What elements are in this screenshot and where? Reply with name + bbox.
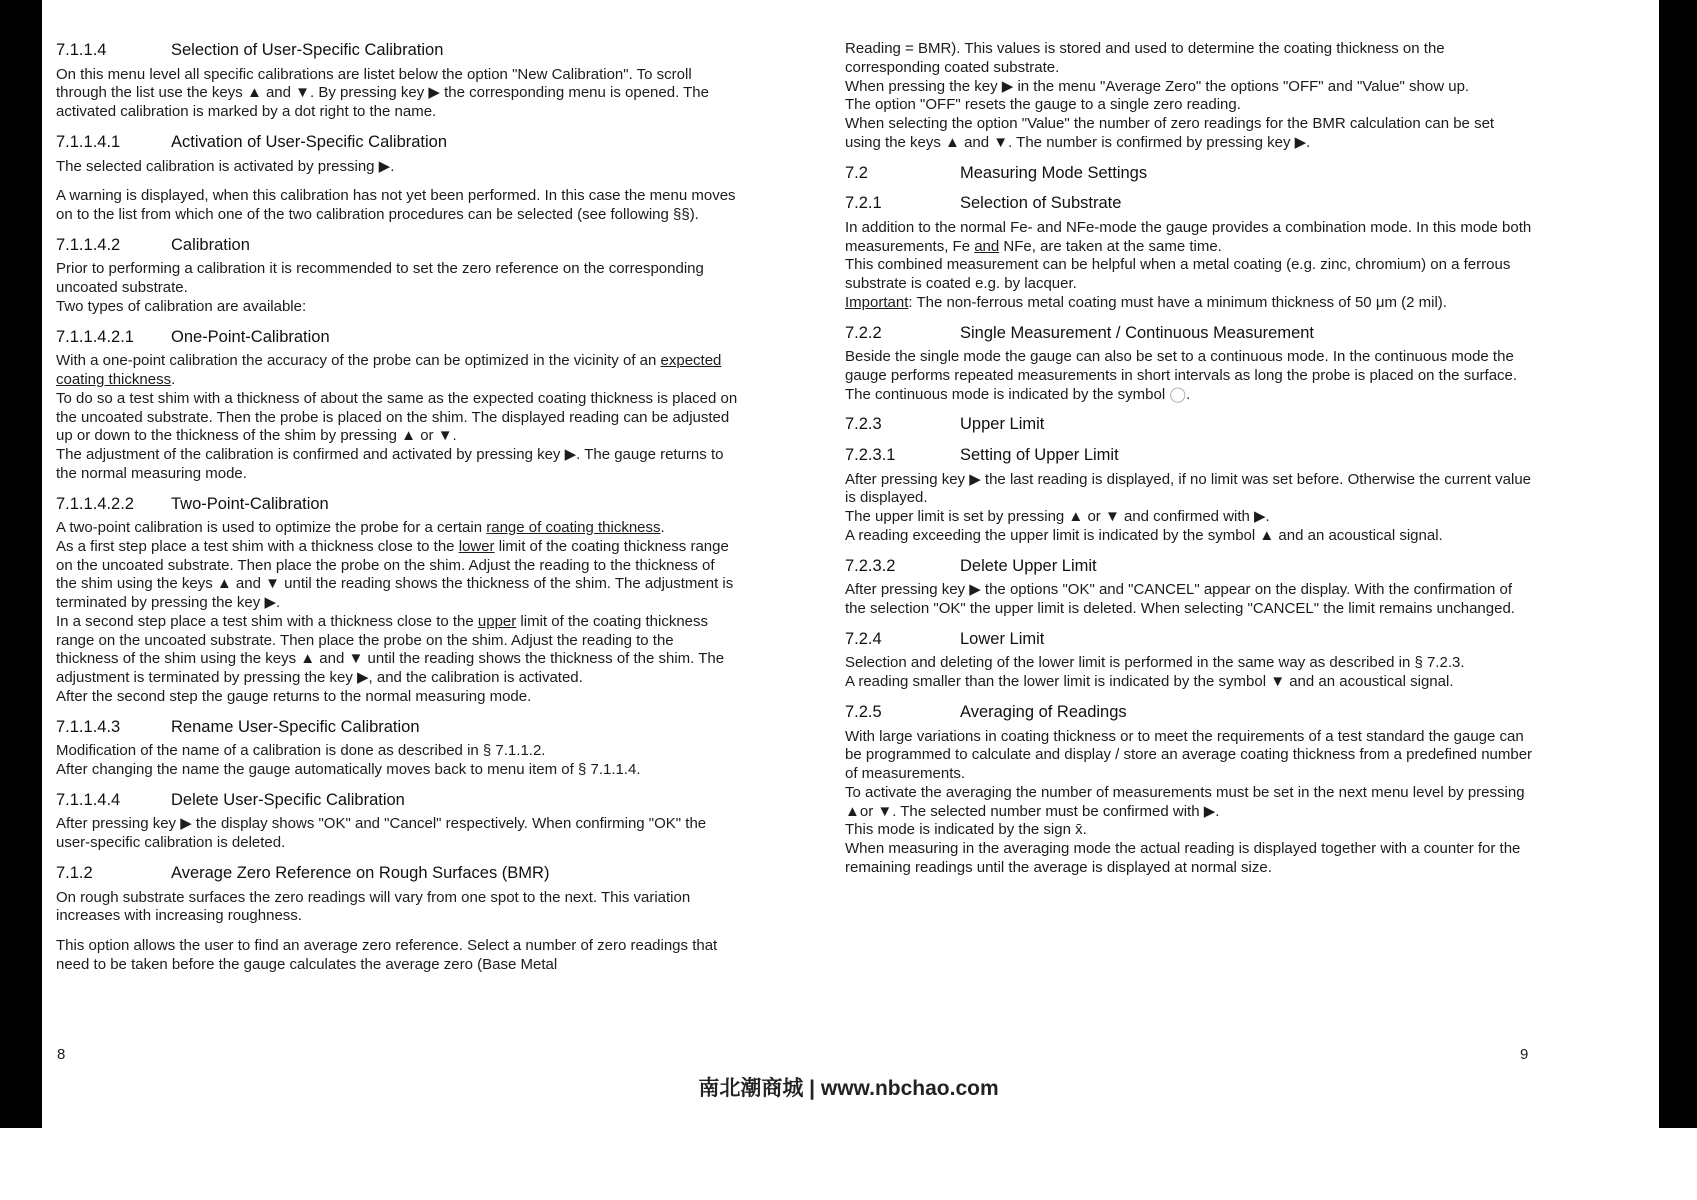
- section-heading: [845, 414, 1533, 435]
- section-heading: [56, 327, 738, 348]
- text-run: The selected calibration is activated by pressing ▶.: [56, 157, 395, 175]
- text-run: NFe, are taken at the same time.: [999, 237, 1222, 255]
- section-number: 7.1.1.4.2.2: [56, 494, 134, 513]
- text-run: : The non-ferrous metal coating must have a minimum thickness of 50 μm (2 mil).: [908, 293, 1447, 311]
- section-heading: [56, 790, 738, 811]
- paragraph: [845, 654, 1533, 673]
- text-run: Selection and deleting of the lower limit is performed in the same way as described in § 7.2.3.: [845, 654, 1465, 672]
- text-run: Important: [845, 293, 909, 311]
- text-run: With large variations in coating thickness or to meet the requirements of a test standard the gauge can be programmed to calculate and display / store an average coating thickness from a predefined number of measurements.: [845, 727, 1533, 782]
- section-number: 7.1.1.4.2: [56, 235, 121, 254]
- section-title: Delete User-Specific Calibration: [171, 790, 405, 809]
- text-run: .: [171, 371, 176, 388]
- section-7-1-1-4-2-1: [56, 327, 738, 484]
- text-run: Two types of calibration are available:: [56, 297, 307, 315]
- paragraph: [845, 78, 1533, 97]
- section-heading: [845, 702, 1533, 723]
- section-7-1-2: [56, 863, 738, 975]
- text-run: .: [1082, 821, 1087, 839]
- text-run: .: [660, 519, 665, 537]
- text-run: .: [1186, 385, 1191, 403]
- text-run: and: [974, 237, 1000, 255]
- paragraph: [56, 889, 738, 927]
- section-7-2: [845, 163, 1533, 184]
- paragraph: [56, 613, 738, 688]
- text-run: In addition to the normal Fe- and NFe-mode the gauge provides a combination mode. In this mode both measurements, Fe: [845, 218, 1532, 255]
- section-title: Single Measurement / Continuous Measurement: [960, 323, 1315, 342]
- section-number: 7.1.1.4.2.1: [56, 327, 134, 346]
- paragraph: [845, 96, 1533, 115]
- text-run: range of coating thickness: [486, 519, 661, 537]
- paragraph: [845, 471, 1533, 509]
- text-run: The continuous mode is indicated by the symbol: [845, 385, 1170, 403]
- paragraph: [845, 115, 1533, 153]
- section-heading: [56, 494, 738, 515]
- paragraph: [845, 840, 1533, 878]
- section-7-1-1-4-4: [56, 790, 738, 853]
- page-number-right: 9: [1520, 1046, 1529, 1063]
- text-run: Modification of the name of a calibration is done as described in § 7.1.1.2.: [56, 742, 546, 760]
- section-heading: [845, 629, 1533, 650]
- paragraph: [56, 742, 738, 761]
- paragraph: [56, 158, 738, 177]
- text-run: When measuring in the averaging mode the actual reading is displayed together with a counter for the remaining readings until the average is displayed at normal size.: [845, 840, 1521, 876]
- text-run: With a one-point calibration the accuracy of the probe can be optimized in the vicinity of an: [56, 352, 661, 370]
- section-heading: [845, 445, 1533, 466]
- text-run: After the second step the gauge returns to the normal measuring mode.: [56, 687, 532, 705]
- paragraph: [845, 673, 1533, 692]
- text-run: The option "OFF" resets the gauge to a single zero reading.: [845, 96, 1241, 114]
- section-number: 7.1.1.4.4: [56, 790, 121, 809]
- paragraph: [56, 688, 738, 707]
- section-number: 7.1.1.4.3: [56, 717, 121, 736]
- paragraph: [56, 260, 738, 298]
- section-7-1-1-4-2: [56, 235, 738, 317]
- section-heading: [56, 717, 738, 738]
- section-title: Upper Limit: [960, 415, 1045, 434]
- paragraph: [56, 761, 738, 780]
- paragraph: [845, 527, 1533, 546]
- section-title: Activation of User-Specific Calibration: [171, 132, 448, 151]
- page-number-left: 8: [57, 1046, 66, 1063]
- paragraph: [845, 784, 1533, 822]
- paragraph: [56, 66, 738, 122]
- text-run: A warning is displayed, when this calibration has not yet been performed. In this case the menu moves on to the list from which one of the two calibration procedures can be selected (see following §§).: [56, 187, 736, 223]
- text-run: lower: [458, 537, 495, 555]
- section-number: 7.1.2: [56, 863, 93, 882]
- paragraph: [845, 728, 1533, 784]
- continued-text-block: [845, 40, 1533, 153]
- section-7-2-1: [845, 193, 1533, 312]
- paragraph: [56, 187, 738, 225]
- section-7-1-1-4-2-2: [56, 494, 738, 707]
- section-title: Lower Limit: [960, 629, 1045, 648]
- section-heading: [56, 235, 738, 256]
- section-7-2-2: [845, 323, 1533, 405]
- section-number: 7.1.1.4: [56, 41, 107, 59]
- section-number: 7.2.2: [845, 323, 882, 342]
- section-7-2-3-1: [845, 445, 1533, 546]
- text-run: The adjustment of the calibration is confirmed and activated by pressing key ▶. The gauge returns to the normal measuring mode.: [56, 446, 724, 482]
- text-run: A two-point calibration is used to optimize the probe for a certain: [56, 519, 487, 537]
- averaging-mode-symbol: x̄: [1075, 821, 1083, 839]
- text-run: expected coating thickness: [56, 352, 722, 388]
- section-heading: [56, 863, 738, 884]
- text-run: When selecting the option "Value" the number of zero readings for the BMR calculation can be set using the keys ▲ and ▼. The number is confirmed by pressing key ▶.: [845, 115, 1495, 151]
- text-run: In a second step place a test shim with a thickness close to the: [56, 612, 478, 630]
- text-run: After pressing key ▶ the last reading is displayed, if no limit was set before. Otherwise the current value is displayed.: [845, 470, 1532, 507]
- paragraph: [56, 538, 738, 613]
- text-run: After changing the name the gauge automatically moves back to menu item of § 7.1.1.4.: [56, 761, 641, 778]
- section-7-1-1-4-3: [56, 717, 738, 780]
- section-7-2-4: [845, 629, 1533, 692]
- text-run: When pressing the key ▶ in the menu "Average Zero" the options "OFF" and "Value" show up.: [845, 77, 1470, 95]
- text-run: limit of the coating thickness range on the uncoated substrate. Then place the probe on the shim. Adjust the reading to the thickness of the shim using the keys ▲ and ▼ until the reading shows the thickness of the shim. The adjustment is terminated by pressing the key ▶, and the calibration is activated.: [56, 612, 725, 687]
- section-title: Selection of Substrate: [960, 194, 1122, 213]
- text-run: upper: [477, 612, 517, 630]
- scan-border-right: [1659, 0, 1697, 1128]
- paragraph: [845, 386, 1533, 405]
- section-7-2-3-2: [845, 556, 1533, 619]
- section-title: One-Point-Calibration: [171, 327, 330, 346]
- section-number: 7.2.3.2: [845, 556, 896, 575]
- section-title: Calibration: [171, 235, 250, 254]
- section-heading: [56, 132, 738, 153]
- paragraph: [845, 256, 1533, 294]
- text-run: limit of the coating thickness range on the uncoated substrate. Then place the probe on the shim. Adjust the reading to the thickness of the shim using the keys ▲ and ▼ until the reading shows the thickness of the shim. The adjustment is terminated by pressing the key ▶.: [56, 537, 734, 612]
- section-heading: [845, 323, 1533, 344]
- right-page-column: [845, 40, 1533, 878]
- section-7-2-3: [845, 414, 1533, 435]
- text-run: A reading smaller than the lower limit is indicated by the symbol ▼ and an acoustical signal.: [845, 673, 1454, 691]
- section-number: 7.2.5: [845, 702, 882, 721]
- text-run: Beside the single mode the gauge can also be set to a continuous mode. In the continuous mode the gauge performs repeated measurements in short intervals as long the probe is placed on the surface.: [845, 348, 1518, 384]
- footer-watermark: 南北潮商城 | www.nbchao.com: [698, 1077, 999, 1100]
- section-7-1-1-4-1: [56, 132, 738, 225]
- section-heading: [845, 163, 1533, 184]
- section-title: Delete Upper Limit: [960, 556, 1097, 575]
- text-run: Prior to performing a calibration it is recommended to set the zero reference on the corresponding uncoated substrate.: [56, 260, 704, 297]
- section-title: Two-Point-Calibration: [171, 494, 329, 513]
- section-7-1-1-4: [56, 40, 738, 122]
- section-number: 7.2.3: [845, 415, 882, 434]
- section-title: Measuring Mode Settings: [960, 163, 1148, 182]
- text-run: To do so a test shim with a thickness of about the same as the expected coating thickness is placed on the uncoated substrate. Then the probe is placed on the shim. The displayed reading can be adjusted up or down to the thickness of the shim by pressing ▲ or ▼.: [56, 389, 738, 445]
- paragraph: [56, 298, 738, 317]
- paragraph: [845, 508, 1533, 527]
- section-title: Selection of User-Specific Calibration: [171, 41, 444, 59]
- text-run: To activate the averaging the number of measurements must be set in the next menu level by pressing ▲or ▼. The selected number must be confirmed with ▶.: [845, 783, 1525, 820]
- text-run: After pressing key ▶ the options "OK" and "CANCEL" appear on the display. With the confirmation of the selection "OK" the upper limit is deleted. When selecting "CANCEL" the limit remains unchanged.: [845, 581, 1515, 617]
- section-number: 7.2: [845, 163, 868, 182]
- section-number: 7.2.4: [845, 629, 882, 648]
- section-title: Rename User-Specific Calibration: [171, 717, 420, 736]
- paragraph: [56, 446, 738, 484]
- paragraph: [845, 40, 1533, 78]
- text-run: On rough substrate surfaces the zero readings will vary from one spot to the next. This variation increases with increasing roughness.: [56, 888, 691, 925]
- paragraph: [56, 352, 738, 390]
- section-number: 7.2.3.1: [845, 446, 896, 464]
- text-run: As a first step place a test shim with a thickness close to the: [56, 537, 459, 555]
- text-run: This combined measurement can be helpful when a metal coating (e.g. zinc, chromium) on a ferrous substrate is coated e.g. by lacquer.: [845, 256, 1511, 292]
- paragraph: [845, 581, 1533, 619]
- paragraph: [845, 348, 1533, 386]
- text-run: This mode is indicated by the sign: [845, 821, 1076, 839]
- text-run: After pressing key ▶ the display shows "OK" and "Cancel" respectively. When confirming "OK" the user-specific calibration is deleted.: [56, 815, 707, 852]
- section-7-2-5: [845, 702, 1533, 878]
- section-heading: [845, 556, 1533, 577]
- section-heading: [845, 193, 1533, 214]
- section-title: Average Zero Reference on Rough Surfaces (BMR): [171, 863, 550, 882]
- text-run: The upper limit is set by pressing ▲ or ▼ and confirmed with ▶.: [845, 508, 1270, 526]
- text-run: On this menu level all specific calibrations are listet below the option "New Calibration". To scroll through the list use the keys ▲ and ▼. By pressing key ▶ the corresponding menu is opened. The activated calibration is marked by a dot right to the name.: [56, 65, 709, 121]
- text-run: A reading exceeding the upper limit is indicated by the symbol ▲ and an acoustical signal.: [845, 526, 1443, 544]
- text-run: This option allows the user to find an average zero reference. Select a number of zero readings that need to be taken before the gauge calculates the average zero (Base Metal: [56, 937, 718, 973]
- scan-border-left: [0, 0, 42, 1128]
- section-number: 7.1.1.4.1: [56, 132, 121, 151]
- paragraph: [56, 390, 738, 446]
- section-title: Averaging of Readings: [960, 702, 1127, 721]
- section-heading: [56, 40, 738, 61]
- left-page-column: [56, 40, 738, 975]
- paragraph: [845, 219, 1533, 257]
- paragraph: [56, 815, 738, 853]
- section-number: 7.2.1: [845, 194, 882, 213]
- paragraph: [56, 937, 738, 975]
- paragraph: [56, 519, 738, 538]
- section-title: Setting of Upper Limit: [960, 446, 1119, 464]
- text-run: Reading = BMR). This values is stored and used to determine the coating thickness on the corresponding coated substrate.: [845, 40, 1445, 76]
- continuous-mode-symbol: ◯: [1169, 385, 1187, 403]
- paragraph: [845, 821, 1533, 840]
- paragraph: [845, 294, 1533, 313]
